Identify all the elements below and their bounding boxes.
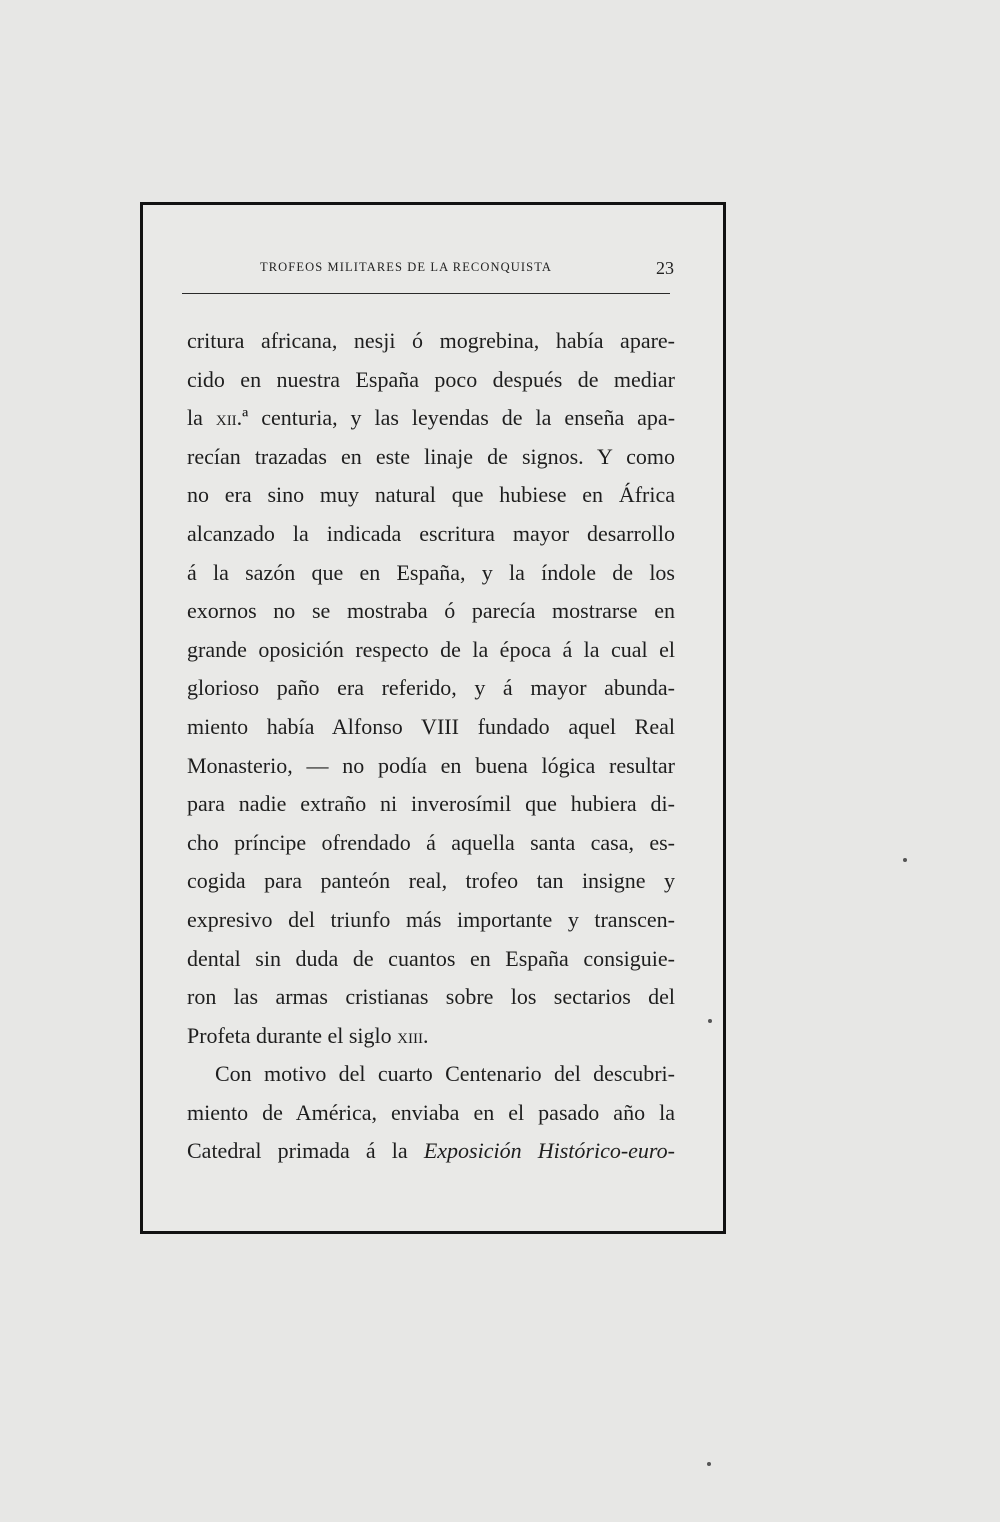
text-fragment: la	[187, 405, 203, 431]
text-line: á la sazón que en España, y la índole de los	[187, 559, 675, 585]
text-line: ron las armas cristianas sobre los sectarios del	[187, 984, 675, 1010]
text-line: alcanzado la indicada escritura mayor desarrollo	[187, 520, 675, 546]
text-line: miento de América, enviaba en el pasado año la	[187, 1099, 675, 1125]
running-header	[182, 258, 674, 284]
text-line: glorioso paño era referido, y á mayor abunda-	[187, 675, 675, 701]
text-line: grande oposición respecto de la época á la cual el	[187, 636, 675, 662]
text-line: para nadie extraño ni inverosímil que hubiera di-	[187, 791, 675, 817]
exhibition-title: Exposición Histórico-euro-	[423, 1138, 675, 1164]
header-rule	[182, 293, 670, 294]
paper-speck	[707, 1462, 711, 1466]
text-line: Monasterio, — no podía en buena lógica resultar	[187, 752, 675, 778]
paper-speck	[708, 1019, 712, 1023]
paper-speck	[903, 858, 907, 862]
text-line: no era sino muy natural que hubiese en África	[187, 482, 675, 508]
text-line: expresivo del triunfo más importante y transcen-	[187, 906, 675, 932]
text-line	[187, 399, 675, 438]
text-line: cho príncipe ofrendado á aquella santa casa, es-	[187, 829, 675, 855]
text-fragment: Catedral primada á la	[187, 1138, 408, 1164]
text-line	[187, 1132, 675, 1171]
text-line: exornos no se mostraba ó parecía mostrarse en	[187, 598, 675, 624]
text-fragment: centuria, y las leyendas de la enseña apa-	[261, 405, 675, 431]
page-number: 23	[656, 258, 674, 278]
text-line: dental sin duda de cuantos en España consiguie-	[187, 945, 675, 971]
text-fragment: Profeta durante el siglo	[187, 1022, 392, 1048]
century-ordinal: xii.ª	[215, 405, 249, 431]
text-line: recían trazadas en este linaje de signos. Y como	[187, 443, 675, 469]
running-title: TROFEOS MILITARES DE LA RECONQUISTA	[260, 260, 553, 274]
text-line: cogida para panteón real, trofeo tan insigne y	[187, 868, 675, 894]
text-line: cido en nuestra España poco después de mediar	[187, 366, 675, 392]
paragraph-first-line: Con motivo del cuarto Centenario del descubri-	[215, 1061, 675, 1087]
text-line: miento había Alfonso VIII fundado aquel Real	[187, 713, 675, 739]
century-numeral: xiii.	[397, 1022, 429, 1048]
body-text	[187, 322, 675, 1171]
text-line	[187, 1017, 675, 1056]
text-line: critura africana, nesji ó mogrebina, había apare-	[187, 328, 675, 353]
